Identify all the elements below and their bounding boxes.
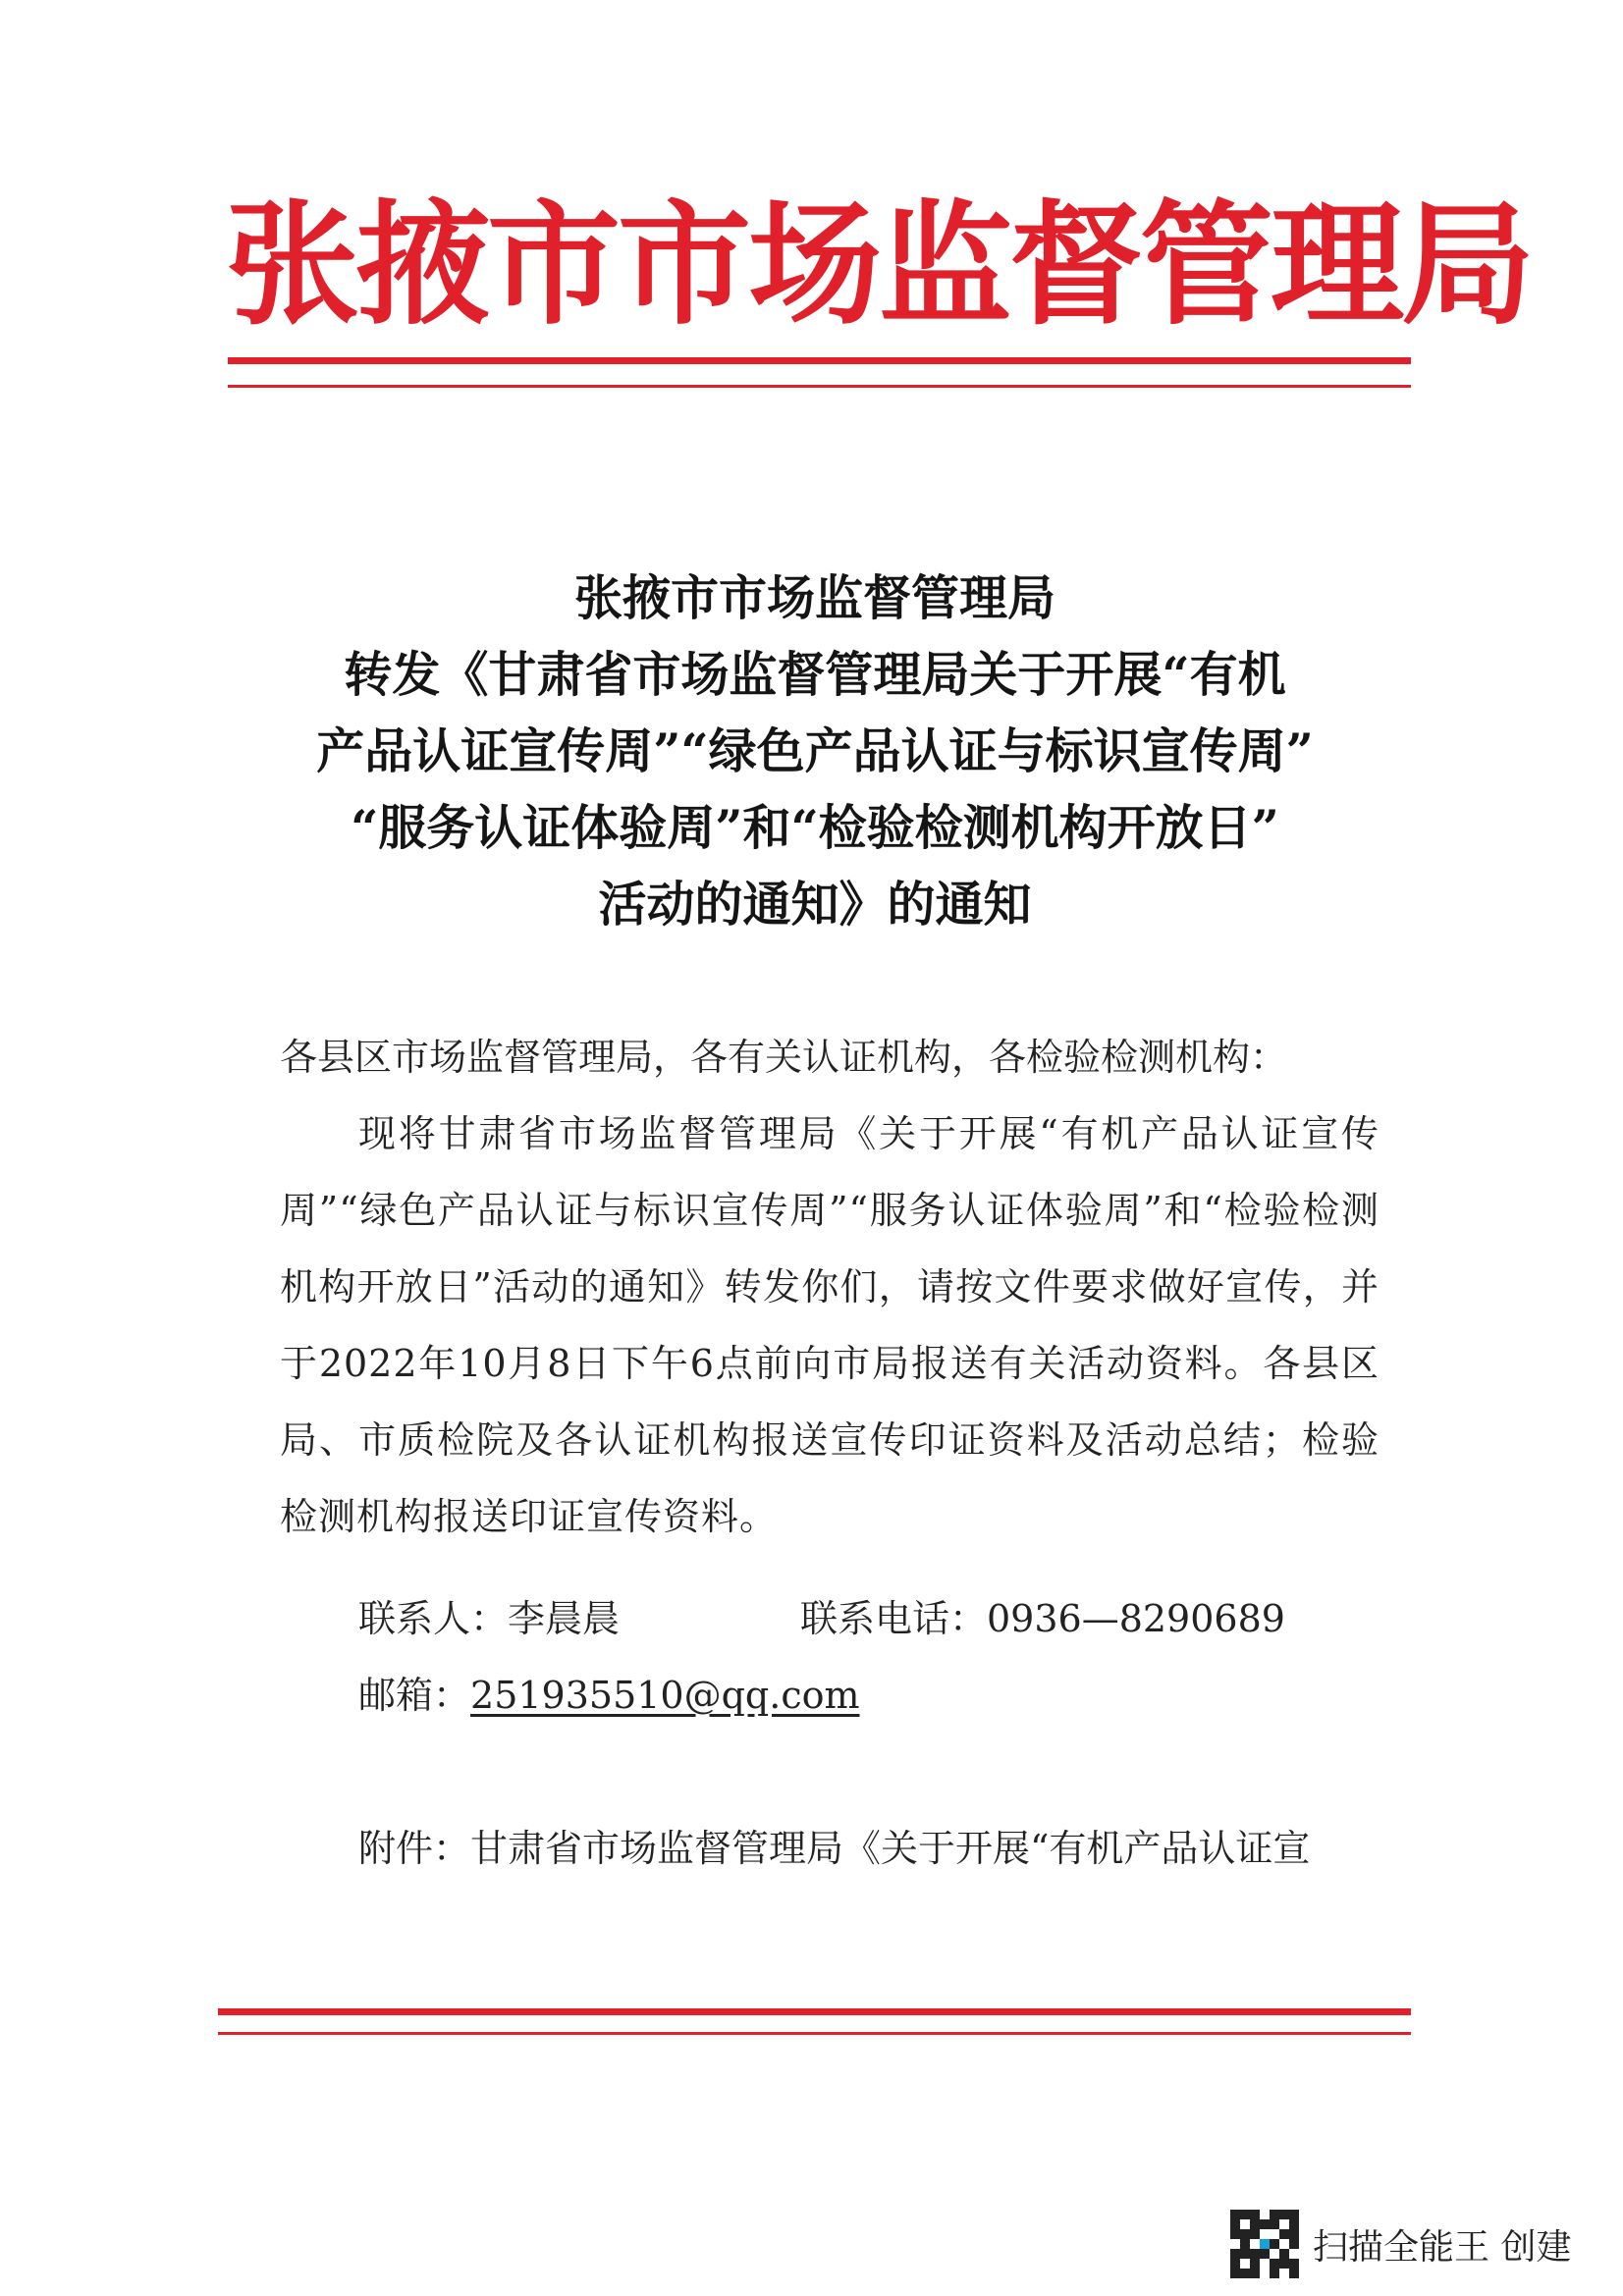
letterhead-rule-thick [228, 357, 1411, 364]
footer-rule-thin [218, 2032, 1411, 2035]
attachment-line: 附件：甘肃省市场监督管理局《关于开展“有机产品认证宣 [358, 1827, 1311, 1870]
contact-person: 联系人：李晨晨 [358, 1597, 621, 1640]
letterhead-rule-thin [228, 385, 1411, 388]
document-title [265, 560, 1365, 942]
qr-code-icon [1230, 2210, 1299, 2278]
title-line-4: “服务认证体验周”和“检验检测机构开放日” [351, 799, 1279, 856]
email-row [358, 1657, 860, 1734]
title-line-2: 转发《甘肃省市场监督管理局关于开展“有机 [344, 646, 1286, 703]
letterhead-title: 张掖市市场监督管理局 [226, 187, 1532, 344]
scanner-credit: 扫描全能王 创建 [1313, 2226, 1572, 2268]
body-paragraph: 现将甘肃省市场监督管理局《关于开展“有机产品认证宣传周”“绿色产品认证与标识宣传周”“服务认证体验周”和“检验检测机构开放日”活动的通知》转发你们，请按文件要求做好宣传，并于2022年10月8日下午6点前向市局报送有关活动资料。各县区局、市质检院及各认证机构报送宣传印证资料及活动总结；检验检测机构报送印证宣传资料。 [280, 1112, 1380, 1538]
contact-phone: 联系电话：0936—8290689 [800, 1597, 1285, 1640]
title-line-1: 张掖市市场监督管理局 [573, 569, 1055, 626]
scanner-watermark [1230, 2210, 1571, 2278]
title-line-3: 产品认证宣传周”“绿色产品认证与标识宣传周” [316, 722, 1314, 779]
footer-rule-thick [218, 2008, 1411, 2015]
title-line-5: 活动的通知》的通知 [598, 876, 1032, 933]
salutation: 各县区市场监督管理局，各有关认证机构，各检验检测机构： [280, 1036, 1288, 1079]
contact-row [358, 1580, 1285, 1657]
email-label: 邮箱： [358, 1674, 471, 1717]
email-link[interactable]: 251935510@qq.com [470, 1674, 860, 1717]
